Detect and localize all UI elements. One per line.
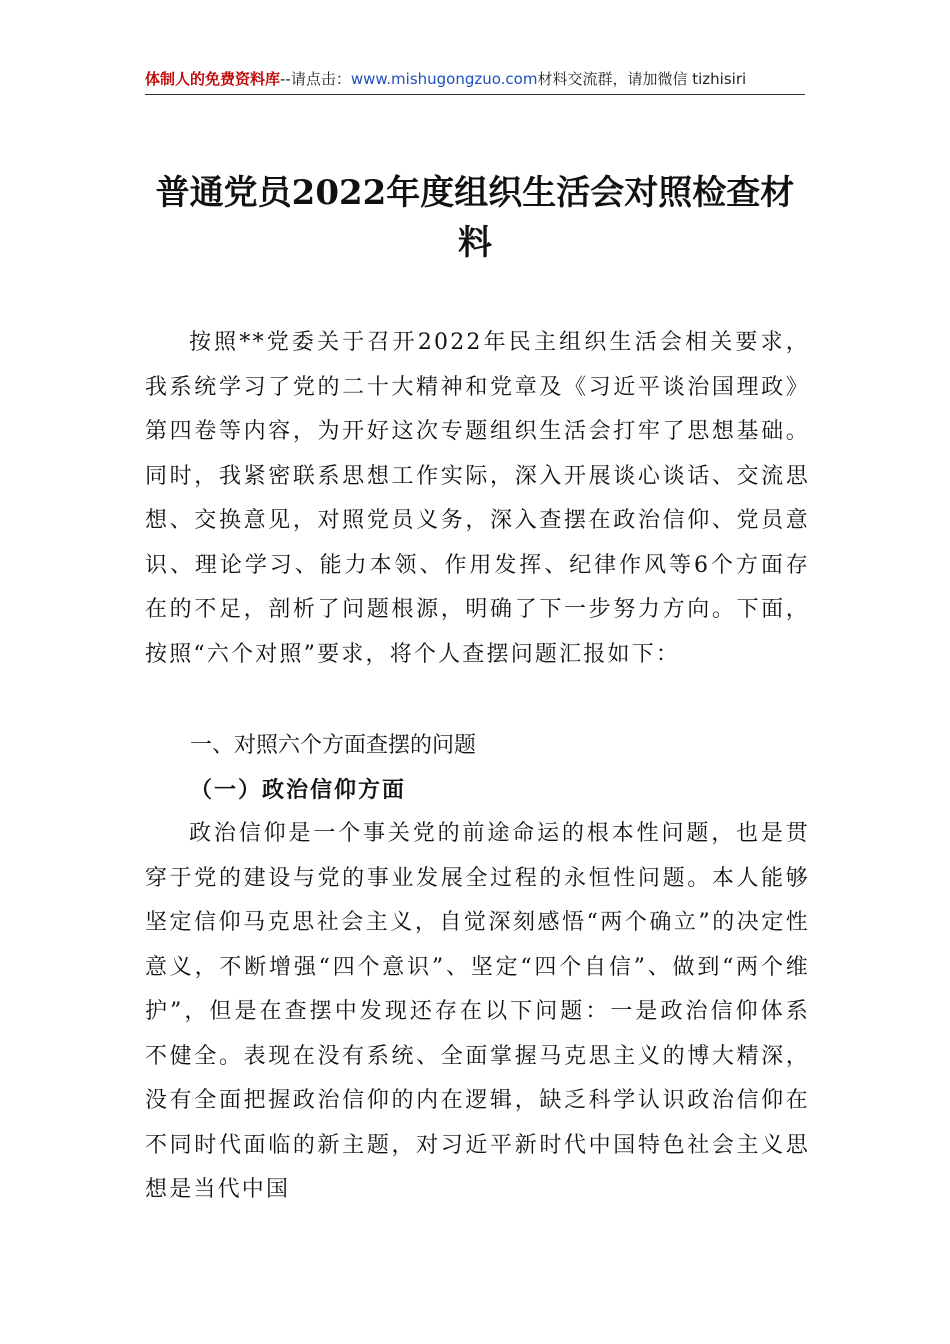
page-header [145, 68, 805, 95]
header-url-link[interactable]: www.mishugongzuo.com [350, 70, 538, 88]
section-heading: 一、对照六个方面查摆的问题 [190, 733, 477, 758]
intro-paragraph: 按照**党委关于召开2022年民主组织生活会相关要求，我系统学习了党的二十大精神和党章及《习近平谈治国理政》第四卷等内容，为开好这次专题组织生活会打牢了思想基础。同时，我紧密联系思想工作实际，深入开展谈心谈话、交流思想、交换意见，对照党员义务，深入查摆在政治信仰、党员意识、理论学习、能力本领、作用发挥、纪律作风等6个方面存在的不足，剖析了问题根源，明确了下一步努力方向。下面，按照“六个对照”要求，将个人查摆问题汇报如下： [145, 330, 810, 667]
header-brand: 体制人的免费资料库 [145, 70, 281, 88]
header-prefix: --请点击： [280, 70, 351, 88]
subsection-heading: （一）政治信仰方面 [190, 777, 407, 803]
header-suffix: 材料交流群，请加微信 tizhisiri [537, 70, 747, 88]
document-title: 普通党员2022年度组织生活会对照检查材料 [155, 173, 795, 263]
political-belief-paragraph: 政治信仰是一个事关党的前途命运的根本性问题，也是贯穿于党的建设与党的事业发展全过程的永恒性问题。本人能够坚定信仰马克思社会主义，自觉深刻感悟“两个确立”的决定性意义，不断增强“四个意识”、坚定“四个自信”、做到“两个维护”，但是在查摆中发现还存在以下问题：一是政治信仰体系不健全。表现在没有系统、全面掌握马克思主义的博大精深，没有全面把握政治信仰的内在逻辑，缺乏科学认识政治信仰在不同时代面临的新主题，对习近平新时代中国特色社会主义思想是当代中国 [145, 821, 810, 1202]
